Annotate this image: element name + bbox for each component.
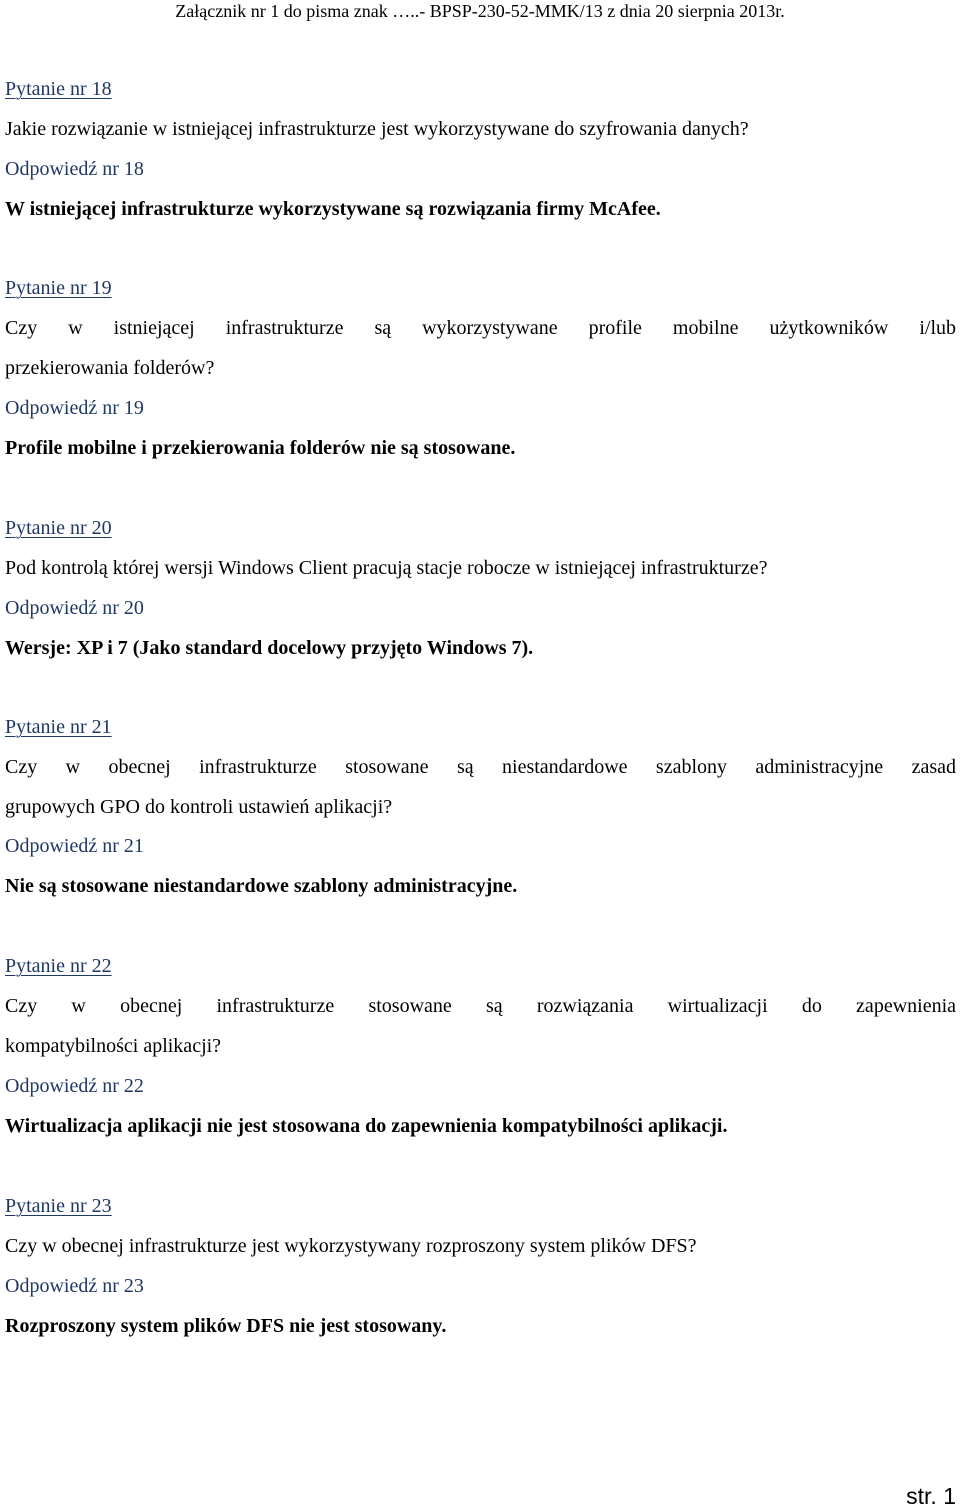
question-label: Pytanie nr 22 bbox=[5, 955, 112, 977]
answer-label: Odpowiedź nr 18 bbox=[5, 158, 144, 180]
question-label: Pytanie nr 21 bbox=[5, 716, 112, 738]
question-label: Pytanie nr 23 bbox=[5, 1195, 112, 1217]
page-number: str. 1 bbox=[906, 1483, 956, 1509]
question-label: Pytanie nr 18 bbox=[5, 78, 112, 100]
answer-text: Wersje: XP i 7 (Jako standard docelowy przyjęto Windows 7). bbox=[5, 637, 534, 659]
answer-label: Odpowiedź nr 22 bbox=[5, 1075, 144, 1097]
answer-label: Odpowiedź nr 23 bbox=[5, 1275, 144, 1297]
answer-label: Odpowiedź nr 21 bbox=[5, 835, 144, 857]
page-header: Załącznik nr 1 do pisma znak …..- BPSP-230-52-MMK/13 z dnia 20 sierpnia 2013r. bbox=[175, 1, 785, 21]
question-text: Czy w obecnej infrastrukturze stosowane są niestandardowe szablony administracyjne zasad bbox=[5, 756, 956, 778]
question-text: grupowych GPO do kontroli ustawień aplikacji? bbox=[5, 796, 393, 818]
answer-text: Profile mobilne i przekierowania folderów nie są stosowane. bbox=[5, 437, 516, 459]
question-text: Pod kontrolą której wersji Windows Client pracują stacje robocze w istniejącej infrastrukturze? bbox=[5, 557, 768, 579]
answer-label: Odpowiedź nr 20 bbox=[5, 597, 144, 619]
question-text: Jakie rozwiązanie w istniejącej infrastrukturze jest wykorzystywane do szyfrowania danych? bbox=[5, 118, 749, 140]
answer-text: Nie są stosowane niestandardowe szablony administracyjne. bbox=[5, 875, 518, 897]
answer-label: Odpowiedź nr 19 bbox=[5, 397, 144, 419]
question-text: Czy w istniejącej infrastrukturze są wykorzystywane profile mobilne użytkowników i/lub bbox=[5, 317, 956, 339]
question-text: kompatybilności aplikacji? bbox=[5, 1035, 222, 1057]
question-label: Pytanie nr 19 bbox=[5, 277, 112, 299]
answer-text: Wirtualizacja aplikacji nie jest stosowana do zapewnienia kompatybilności aplikacji. bbox=[5, 1115, 728, 1137]
question-text: przekierowania folderów? bbox=[5, 357, 215, 379]
question-text: Czy w obecnej infrastrukturze stosowane są rozwiązania wirtualizacji do zapewnienia bbox=[5, 995, 956, 1017]
question-text: Czy w obecnej infrastrukturze jest wykorzystywany rozproszony system plików DFS? bbox=[5, 1235, 697, 1257]
answer-text: Rozproszony system plików DFS nie jest stosowany. bbox=[5, 1315, 447, 1337]
question-label: Pytanie nr 20 bbox=[5, 517, 112, 539]
answer-text: W istniejącej infrastrukturze wykorzystywane są rozwiązania firmy McAfee. bbox=[5, 198, 661, 220]
